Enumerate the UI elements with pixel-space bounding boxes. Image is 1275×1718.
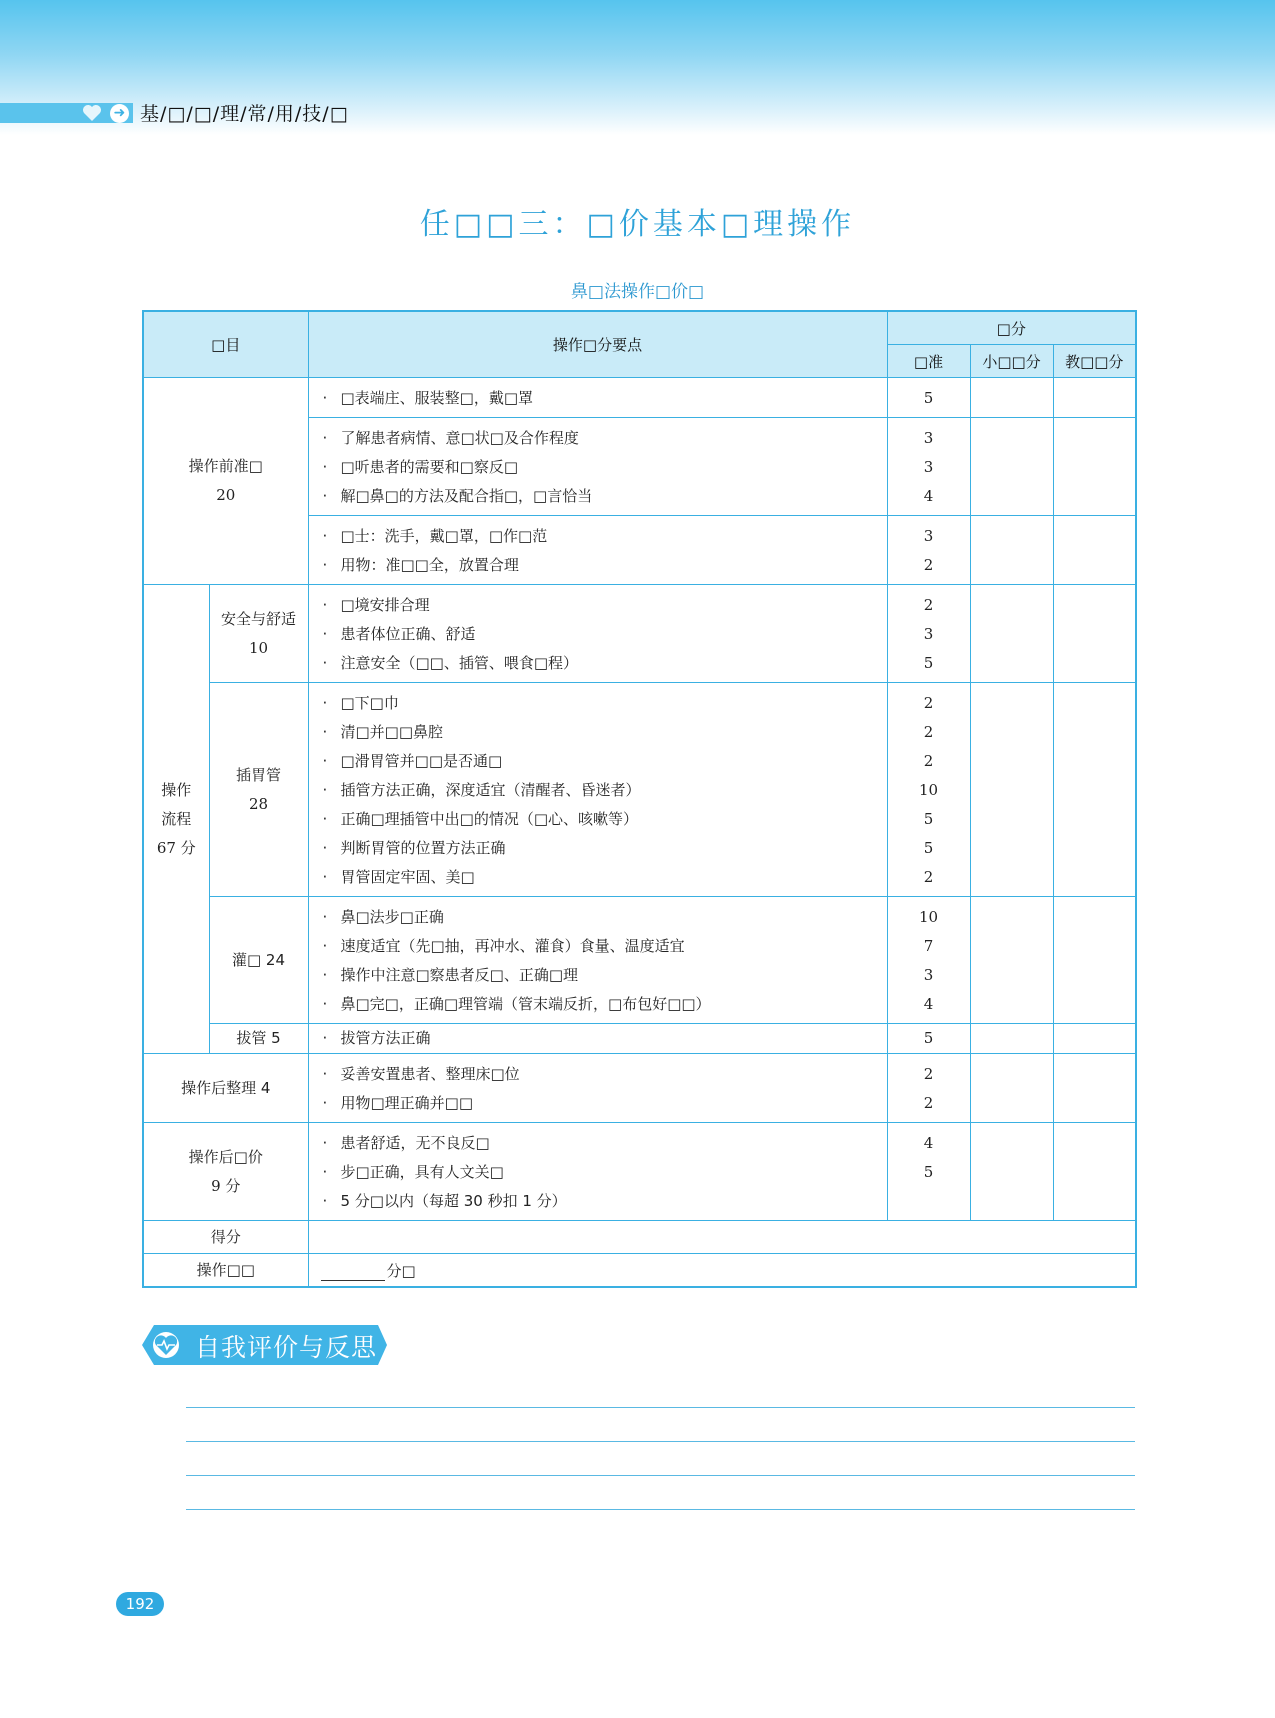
list-item: · □听患者的需要和□察反□: [322, 458, 519, 476]
list-item: · □表端庄、服装整□，戴□罩: [322, 389, 534, 407]
heart-icon: [82, 104, 102, 122]
items-cell: [308, 1024, 887, 1054]
category-pre-operation: [143, 378, 308, 585]
category-score: 67 分: [156, 838, 196, 857]
group-score-cell[interactable]: [970, 897, 1053, 1024]
items-cell: [308, 585, 887, 683]
group-score-cell[interactable]: [970, 683, 1053, 897]
header-score-group: □分: [887, 311, 1136, 345]
evaluation-table: [142, 310, 1137, 1288]
teacher-score-cell[interactable]: [1053, 418, 1136, 516]
writing-line[interactable]: [186, 1407, 1135, 1408]
list-item: · □滑胃管并□□是否通□: [322, 752, 503, 770]
total-score-cell[interactable]: [308, 1221, 1136, 1254]
teacher-score-cell[interactable]: [1053, 1024, 1136, 1054]
reflection-title: 自我评价与反思: [195, 1333, 378, 1362]
list-item: · 患者体位正确、舒适: [322, 625, 476, 643]
header-teacher-score: 教□□分: [1053, 345, 1136, 378]
teacher-score-cell[interactable]: [1053, 683, 1136, 897]
time-blank-field[interactable]: [321, 1264, 385, 1281]
items-cell: [308, 418, 887, 516]
list-item: · 正确□理插管中出□的情况（□心、咳嗽等）: [322, 810, 639, 828]
list-item: · 步□正确，具有人文关□: [322, 1163, 504, 1181]
standard-cell: 2 3 5: [887, 585, 970, 683]
subcategory-safety: 安全与舒适 10: [209, 585, 308, 683]
arrow-right-icon: ➜: [110, 104, 129, 123]
standard-cell: 3 2: [887, 516, 970, 585]
category-label: 操作前准□: [188, 457, 263, 475]
total-score-label: 得分: [143, 1221, 308, 1254]
items-cell: [308, 897, 887, 1024]
category-score: 20: [216, 486, 236, 504]
category-post-evaluation: 操作后□价 9 分: [143, 1123, 308, 1221]
items-cell: [308, 1123, 887, 1221]
standard-cell: 10 7 3 4: [887, 897, 970, 1024]
teacher-score-cell[interactable]: [1053, 378, 1136, 418]
heart-pulse-icon: [153, 1332, 154, 1333]
items-cell: [308, 378, 887, 418]
teacher-score-cell[interactable]: [1053, 516, 1136, 585]
group-score-cell[interactable]: [970, 585, 1053, 683]
page-number: 192: [116, 1592, 164, 1616]
list-item: · 注意安全（□□、插管、喂食□程）: [322, 654, 579, 672]
list-item: · 胃管固定牢固、美□: [322, 868, 475, 886]
list-item: · 用物：准□□全，放置合理: [322, 556, 519, 574]
standard-cell: 3 3 4: [887, 418, 970, 516]
group-score-cell[interactable]: [970, 1054, 1053, 1123]
writing-line[interactable]: [186, 1441, 1135, 1442]
list-item: · 判断胃管的位置方法正确: [322, 839, 506, 857]
list-item: · 患者舒适，无不良反□: [322, 1134, 490, 1152]
header-project: □目: [143, 311, 308, 378]
list-item: · □下□巾: [322, 694, 399, 712]
header-points: 操作□分要点: [308, 311, 887, 378]
list-item: · 用物□理正确并□□: [322, 1094, 474, 1112]
category-label: 操作: [161, 780, 192, 799]
group-score-cell[interactable]: [970, 378, 1053, 418]
time-unit: 分□: [386, 1261, 416, 1280]
group-score-cell[interactable]: [970, 516, 1053, 585]
list-item: · 拔管方法正确: [322, 1029, 431, 1047]
header-standard: □准: [887, 345, 970, 378]
list-item: · □境安排合理: [322, 596, 430, 614]
list-item: · 插管方法正确，深度适宜（清醒者、昏迷者）: [322, 781, 641, 799]
standard-cell: 5: [887, 378, 970, 418]
section-title: 任□□三：□价基本□理操作: [419, 207, 856, 242]
writing-line[interactable]: [186, 1509, 1135, 1510]
group-score-cell[interactable]: [970, 1123, 1053, 1221]
category-operation-process: [143, 585, 209, 1054]
list-item: · 操作中注意□察患者反□、正确□理: [322, 966, 579, 984]
standard-cell: 4 5: [887, 1123, 970, 1221]
list-item: · 解□鼻□的方法及配合指□，□言恰当: [322, 487, 593, 505]
items-cell: [308, 516, 887, 585]
teacher-score-cell[interactable]: [1053, 897, 1136, 1024]
standard-cell: 5: [887, 1024, 970, 1054]
category-post-tidy: 操作后整理 4: [143, 1054, 308, 1123]
subcategory-extubation: 拔管 5: [209, 1024, 308, 1054]
running-header-title: 基/□/□/理/常/用/技/□: [140, 103, 349, 125]
teacher-score-cell[interactable]: [1053, 1054, 1136, 1123]
list-item: · 速度适宜（先□抽，再冲水、灌食）食量、温度适宜: [322, 937, 685, 955]
list-item: · 了解患者病情、意□状□及合作程度: [322, 429, 579, 447]
standard-cell: 2 2 2 10 5 5 2: [887, 683, 970, 897]
subcategory-feeding: 灌□ 24: [209, 897, 308, 1024]
list-item: · □士：洗手，戴□罩，□作□范: [322, 527, 548, 545]
group-score-cell[interactable]: [970, 418, 1053, 516]
list-item: · 鼻□法步□正确: [322, 908, 444, 926]
subcategory-gastric-tube: 插胃管 28: [209, 683, 308, 897]
list-item: · 5 分□以内（每超 30 秒扣 1 分）: [322, 1192, 567, 1210]
table-caption: 鼻□法操作□价□: [570, 282, 705, 302]
teacher-score-cell[interactable]: [1053, 585, 1136, 683]
list-item: · 清□并□□鼻腔: [322, 723, 444, 741]
header-group-score: 小□□分: [970, 345, 1053, 378]
writing-line[interactable]: [186, 1475, 1135, 1476]
operation-time-label: 操作□□: [143, 1254, 308, 1288]
group-score-cell[interactable]: [970, 1024, 1053, 1054]
operation-time-cell[interactable]: [308, 1254, 1136, 1288]
teacher-score-cell[interactable]: [1053, 1123, 1136, 1221]
items-cell: [308, 683, 887, 897]
list-item: · 鼻□完□，正确□理管端（管末端反折，□布包好□□）: [322, 995, 711, 1013]
standard-cell: 2 2: [887, 1054, 970, 1123]
category-label-line2: 流程: [161, 809, 192, 828]
items-cell: [308, 1054, 887, 1123]
list-item: · 妥善安置患者、整理床□位: [322, 1065, 520, 1083]
